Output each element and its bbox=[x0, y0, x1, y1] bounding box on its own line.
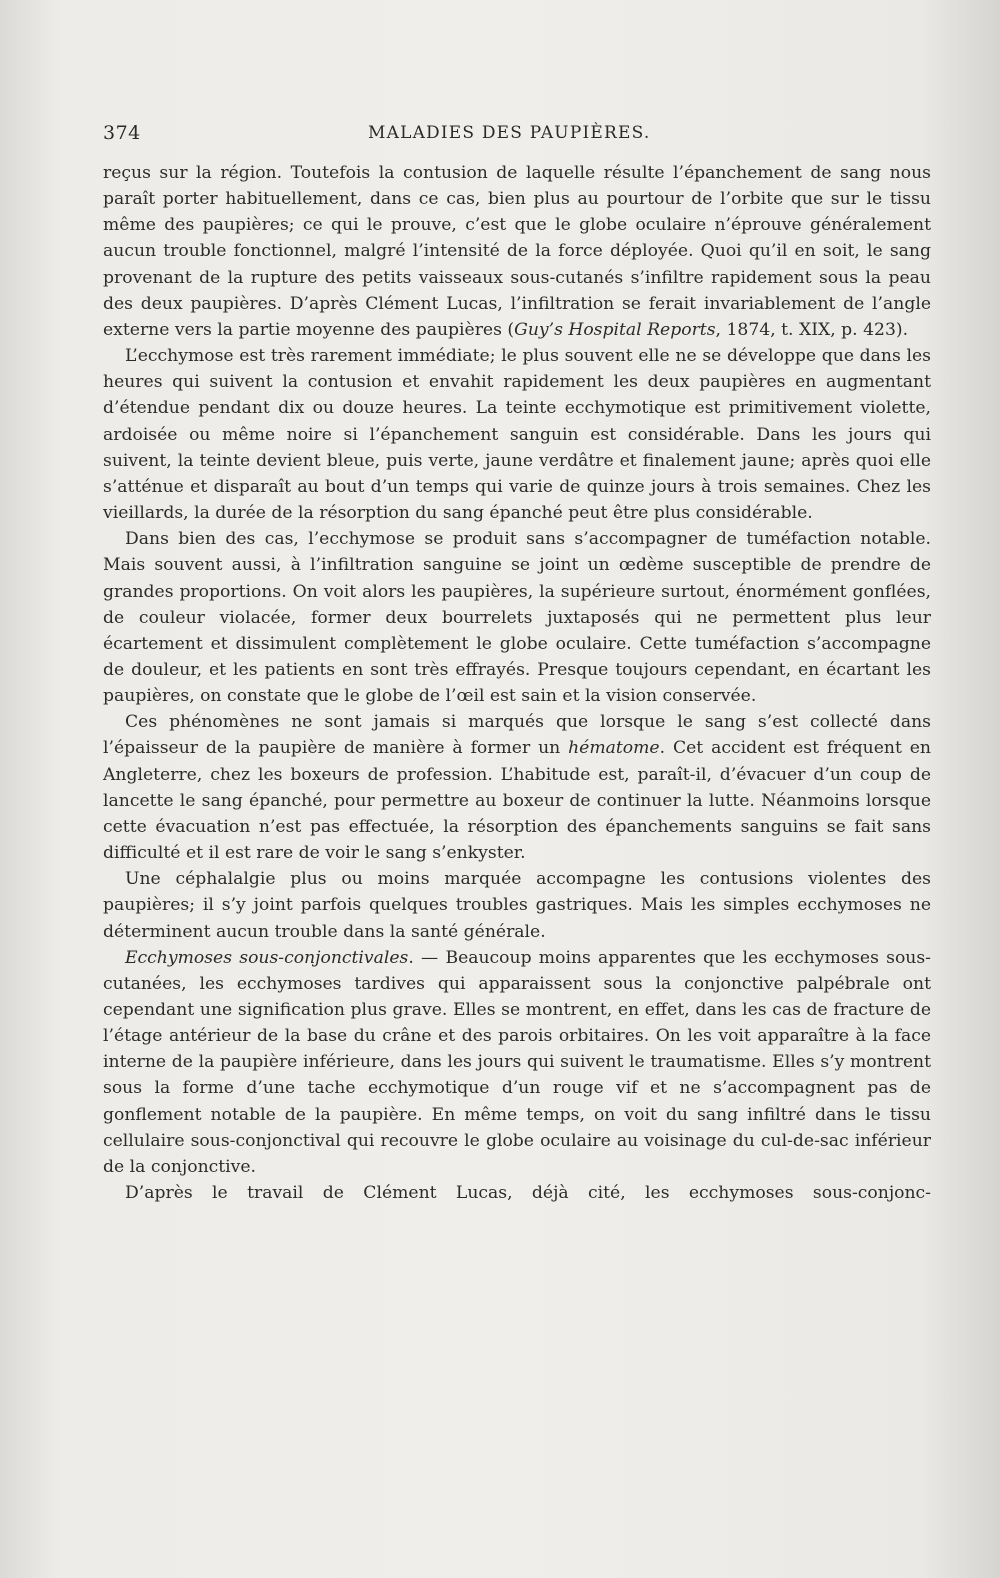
text-segment: D’après le travail de Clément Lucas, déjà cité, les ecchymoses sous-conjonc- bbox=[125, 1183, 931, 1204]
paragraph bbox=[103, 160, 931, 343]
text-segment: Dans bien des cas, l’ecchymose se produit sans s’accompagner de tuméfaction notable. Mais souvent aussi, à l’infiltration sanguine se joint un œdème susceptible de prendre de grandes proportions. On voit alors les paupières, la supérieure surtout, énormément gonflées, de couleur violacée, former deux bourrelets juxtaposés qui ne permettent plus leur écartement et dissimulent complètement le globe oculaire. Cette tuméfaction s’accompagne de douleur, et les patients en sont très effrayés. Presque toujours cependant, en écartant les paupières, on constate que le globe de l’œil est sain et la vision conservée. bbox=[103, 529, 931, 707]
text-segment: . — Beaucoup moins apparentes que les ecchymoses sous-cutanées, les ecchymoses tardives qui apparaissent sous la conjonctive palpébrale ont cependant une signification plus grave. Elles se montrent, en effet, dans les cas de fracture de l’étage antérieur de la base du crâne et des parois orbitaires. On les voit apparaître à la face interne de la paupière inférieure, dans les jours qui suivent le traumatisme. Elles s’y montrent sous la forme d’une tache ecchymotique d’un rouge vif et ne s’accompagnent pas de gonflement notable de la paupière. En même temps, on voit du sang infiltré dans le tissu cellulaire sous-conjonctival qui recouvre le globe oculaire au voisinage du cul-de-sac inférieur de la conjonctive. bbox=[103, 947, 931, 1177]
text-segment: L’ecchymose est très rarement immédiate; le plus souvent elle ne se développe que dans les heures qui suivent la contusion et envahit rapidement les deux paupières en augmentant d’étendue pendant dix ou douze heures. La teinte ecchymotique est primitivement violette, ardoisée ou même noire si l’épanchement sanguin est considérable. Dans les jours qui suivent, la teinte devient bleue, puis verte, jaune verdâtre et finalement jaune; après quoi elle s’atténue et disparaît au bout d’un temps qui varie de quinze jours à trois semaines. Chez les vieillards, la durée de la résorption du sang épanché peut être plus considérable. bbox=[103, 346, 931, 524]
paragraph bbox=[103, 526, 931, 709]
paragraph bbox=[103, 343, 931, 526]
citation-title: Guy’s Hospital Reports bbox=[514, 319, 716, 340]
page-number: 374 bbox=[103, 122, 141, 144]
text-segment: , 1874, t. XIX, p. 423). bbox=[715, 319, 909, 340]
paragraph bbox=[103, 1180, 931, 1206]
paragraph bbox=[103, 945, 931, 1180]
text-segment: . Cet accident est fréquent en Angleterre, chez les boxeurs de profession. L’habitude est, paraît-il, d’évacuer d’un coup de lancette le sang épanché, pour permettre au boxeur de continuer la lutte. Néanmoins lorsque cette évacuation n’est pas effectuée, la résorption des épanchements sanguins se fait sans difficulté et il est rare de voir le sang s’enkyster. bbox=[103, 738, 931, 864]
text-segment: Une céphalalgie plus ou moins marquée accompagne les contusions violentes des paupières; il s’y joint parfois quelques troubles gastriques. Mais les simples ecchymoses ne déterminent aucun trouble dans la santé générale. bbox=[103, 869, 931, 942]
section-heading: Ecchymoses sous-conjonctivales bbox=[125, 947, 409, 968]
text-segment: Ces phénomènes ne sont jamais si marqués que lorsque le sang s’est collecté dans l’épaisseur de la paupière de manière à former un bbox=[103, 712, 931, 759]
text-segment: reçus sur la région. Toutefois la contusion de laquelle résulte l’épanchement de sang nous paraît porter habituellement, dans ce cas, bien plus au pourtour de l’orbite que sur le tissu même des paupières; ce qui le prouve, c’est que le globe oculaire n’éprouve généralement aucun trouble fonctionnel, malgré l’intensité de la force déployée. Quoi qu’il en soit, le sang provenant de la rupture des petits vaisseaux sous-cutanés s’infiltre rapidement sous la peau des deux paupières. D’après Clément Lucas, l’infiltration se ferait invariablement de l’angle externe vers la partie moyenne des paupières ( bbox=[103, 163, 931, 340]
running-title: MALADIES DES PAUPIÈRES. bbox=[368, 123, 651, 143]
body-text bbox=[103, 160, 931, 1206]
paragraph bbox=[103, 709, 931, 866]
italic-term: hématome bbox=[568, 738, 660, 759]
page-header bbox=[103, 122, 933, 152]
paragraph bbox=[103, 866, 931, 944]
